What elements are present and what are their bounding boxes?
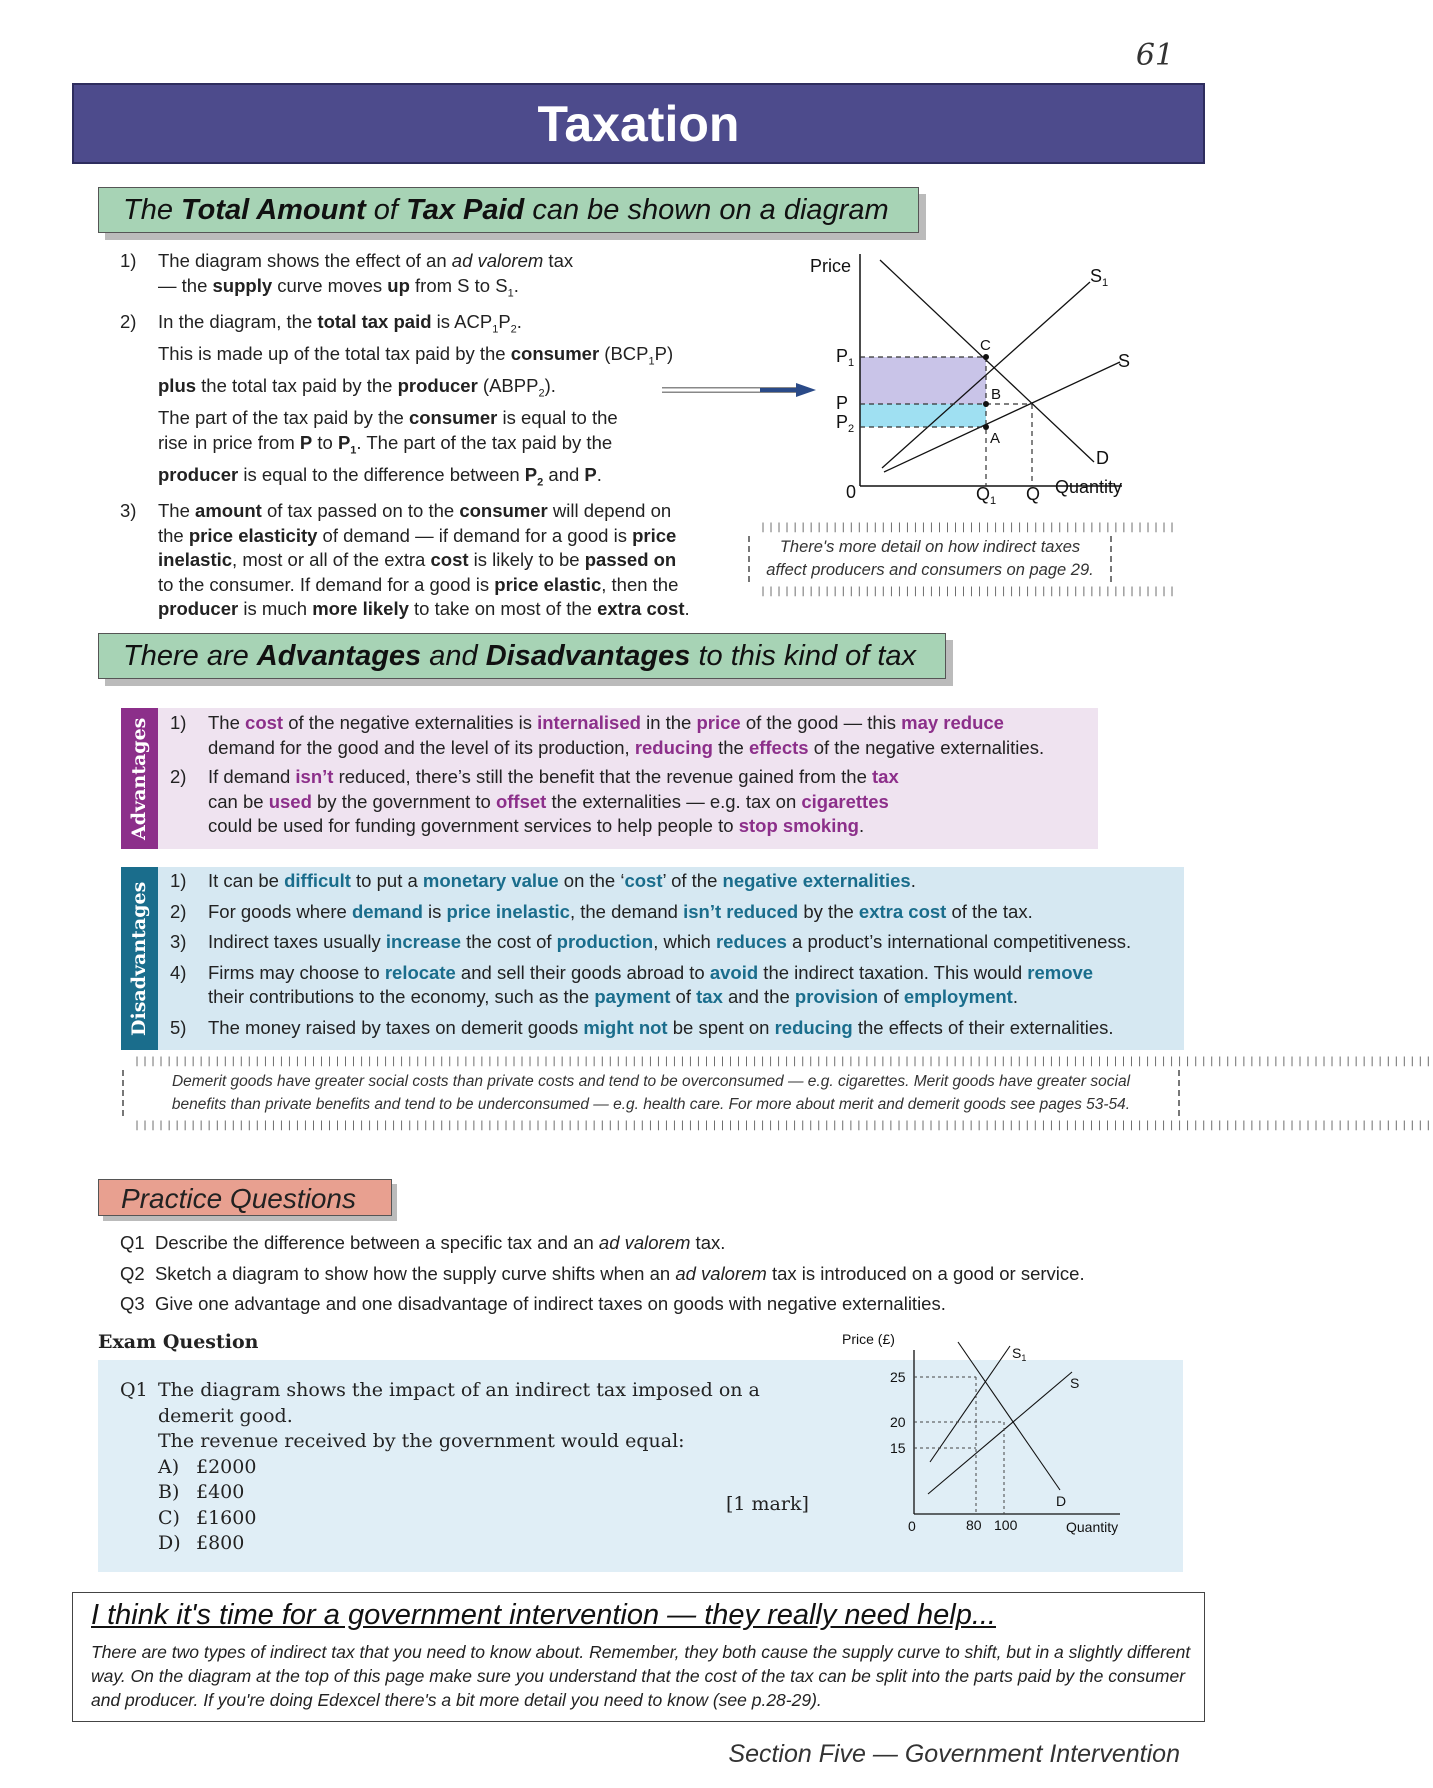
- list-item: 4) Firms may choose to relocate and sell their goods abroad to avoid the indirect taxation. This would remove their contributions to the economy, such as the payment of tax and the provision of employment.: [170, 961, 1094, 1007]
- d-label: D: [1096, 448, 1109, 468]
- answer-option[interactable]: D) £800: [158, 1532, 245, 1554]
- s-label: S: [1118, 351, 1131, 371]
- q-label: Q: [1026, 484, 1041, 504]
- supply-curve-s1: [930, 1346, 1010, 1462]
- summary-text: There are two types of indirect tax that you need to know about. Remember, they both cause the supply curve to shift, but in a slightly different way. On the diagram at the top of this page make sure you understand that the cost of the tax can be split into the parts paid by the consumer and producer. If you're doing Edexcel there's a bit more detail you need to know (see p.28-29).: [91, 1642, 1191, 1710]
- q1-label: $Q_1$: [976, 484, 997, 507]
- title-bar: [72, 83, 1205, 164]
- note-line: affect producers and consumers on page 29.: [766, 561, 1094, 579]
- list-item: 3) Indirect taxes usually increase the cost of production, which reduces a product’s international competitiveness.: [170, 931, 1132, 952]
- x-axis-label: Quantity: [1055, 477, 1123, 497]
- tick-label: 20: [890, 1414, 906, 1430]
- exam-tax-diagram: [820, 1322, 1160, 1552]
- list-item: 1) The diagram shows the effect of an ad valorem tax — the supply curve moves up from S to $S_1$.: [120, 250, 574, 300]
- exam-question: Q1 The diagram shows the impact of an indirect tax imposed on a demerit good. The revenue received by the government would equal: A) £2000 B) £400 C) £1600 D) £800: [120, 1378, 820, 1557]
- section2-heading: There are Advantages and Disadvantages to this kind of tax: [98, 633, 946, 679]
- page-title: Taxation: [537, 96, 740, 152]
- disadvantages-list: [170, 869, 1180, 1040]
- marks-label: [1 mark]: [726, 1493, 809, 1515]
- p2-label: $P_2$: [836, 412, 855, 435]
- summary-heading: I think it's time for a government intervention — they really need help...: [91, 1599, 996, 1631]
- exam-heading: Exam Question: [98, 1331, 259, 1353]
- advantages-label: Advantages: [128, 717, 150, 840]
- list-item: 2) For goods where demand is price inelastic, the demand isn’t reduced by the extra cost of the tax.: [170, 900, 1033, 922]
- consumer-tax-area: [860, 357, 986, 404]
- note-box: |||||||||||||||||||||||||||||||||||||||||||||||||||| |||||||||||||||||||||||||||||||||||||||||||||||||||| There's more detail on how indirect taxes affect producers and consumers on page 29.: [748, 522, 1112, 598]
- origin-label: 0: [908, 1518, 916, 1534]
- note-line: Demerit goods have greater social costs than private costs and tend to be overconsumed — e.g. cigarettes. Merit goods have greater social: [171, 1073, 1131, 1090]
- practice-question: Q3 Give one advantage and one disadvantage of indirect taxes on goods with negative externalities.: [120, 1293, 946, 1314]
- advantages-list: [170, 711, 1090, 839]
- note-line: There's more detail on how indirect taxes: [779, 538, 1081, 556]
- note-box: |||||||||||||||||||||||||||||||||||||||||||||||||||||||||||||||||||||||||||||||||||||||||||||||||||||||||||||||||||||||||||||||||||||||||||||||||||||||||||||||||| |||||||||||||||||||||||||||||||||||||||||||||||||||||||||||||||||||||||||||||||||||||||||||||||||||||||||||||||||||||||||||||||||||||||||||||||||||||||||||||||||| Demerit goods have greater social costs than private costs and tend to be overconsumed — e.g. cigarettes. Merit goods have greater social benefits than private benefits and tend to be underconsumed — e.g. health care. For more about merit and demerit goods see pages 53-54.: [122, 1056, 1180, 1132]
- list-item: 1) It can be difficult to put a monetary value on the ‘cost’ of the negative externalities.: [170, 870, 916, 891]
- y-axis-label: Price: [810, 256, 852, 276]
- disadvantages-tab: [121, 867, 158, 1050]
- note-line: benefits than private benefits and tend to be underconsumed — e.g. health care. For more about merit and demerit goods see pages 53-54.: [171, 1096, 1131, 1113]
- list-item: 2) If demand isn’t reduced, there’s still the benefit that the revenue gained from the tax can be used by the government to offset the externalities — e.g. tax on cigarettes could be used for funding government services to help people to stop smoking.: [170, 766, 899, 836]
- practice-questions: [120, 1228, 1200, 1320]
- list-item: 2) In the diagram, the total tax paid is $ACP_1P_2$. This is made up of the total tax paid by the consumer $(BCP_1P)$ plus the total tax paid by the producer $(ABPP_2)$. The part of the tax paid by the consumer is equal to the rise in price from P to $P_1$. The part of the tax paid by the producer is equal to the difference between $P_2$ and P.: [120, 310, 674, 489]
- answer-option[interactable]: A) £2000: [158, 1455, 257, 1478]
- advantages-tab: [121, 708, 158, 849]
- demand-curve: [958, 1342, 1060, 1490]
- page-number: 61: [1135, 38, 1174, 73]
- d-label: D: [1056, 1493, 1067, 1509]
- a-label: A: [990, 430, 1001, 447]
- summary-box: [72, 1592, 1205, 1722]
- list-item: 5) The money raised by taxes on demerit goods might not be spent on reducing the effects of their externalities.: [170, 1016, 1114, 1038]
- tax-incidence-diagram: [800, 250, 1160, 520]
- disadvantages-label: Disadvantages: [128, 881, 150, 1036]
- section-footer: Section Five — Government Intervention: [728, 1740, 1180, 1768]
- tick-label: 15: [890, 1440, 906, 1456]
- tick-label: 25: [890, 1369, 906, 1385]
- y-axis-label: Price (£): [842, 1331, 895, 1347]
- section1-text: [120, 249, 720, 622]
- p-label: P: [836, 393, 849, 413]
- arrow-right-icon: [660, 380, 820, 400]
- list-item: 3) The amount of tax passed on to the consumer will depend on the price elasticity of demand — if demand for a good is price inelastic, most or all of the extra cost is likely to be passed on to the consumer. If demand for a good is price elastic, then the producer is much more likely to take on most of the extra cost.: [120, 500, 690, 620]
- answer-options: [120, 1455, 820, 1557]
- b-label: B: [991, 386, 1002, 403]
- practice-question: Q1 Describe the difference between a specific tax and an ad valorem tax.: [120, 1232, 726, 1253]
- p1-label: $P_1$: [836, 346, 855, 369]
- producer-tax-area: [860, 404, 986, 427]
- tick-label: 80: [966, 1517, 982, 1533]
- c-label: C: [980, 337, 991, 354]
- s-label: S: [1070, 1375, 1080, 1391]
- x-axis-label: Quantity: [1066, 1519, 1119, 1535]
- s1-label: $S_1$: [1090, 266, 1109, 289]
- practice-heading: Practice Questions: [98, 1179, 392, 1216]
- practice-question: Q2 Sketch a diagram to show how the supply curve shifts when an ad valorem tax is introduced on a good or service.: [120, 1262, 1085, 1284]
- s1-label: $S_1$: [1012, 1345, 1027, 1363]
- answer-option[interactable]: B) £400: [158, 1481, 245, 1503]
- section1-heading: The Total Amount of Tax Paid can be shown on a diagram: [98, 187, 919, 233]
- tick-label: 100: [994, 1517, 1018, 1533]
- origin-label: 0: [846, 482, 857, 502]
- list-item: 1) The cost of the negative externalities is internalised in the price of the good — this may reduce demand for the good and the level of its production, reducing the effects of the negative externalities.: [170, 712, 1045, 758]
- answer-option[interactable]: C) £1600: [158, 1506, 257, 1529]
